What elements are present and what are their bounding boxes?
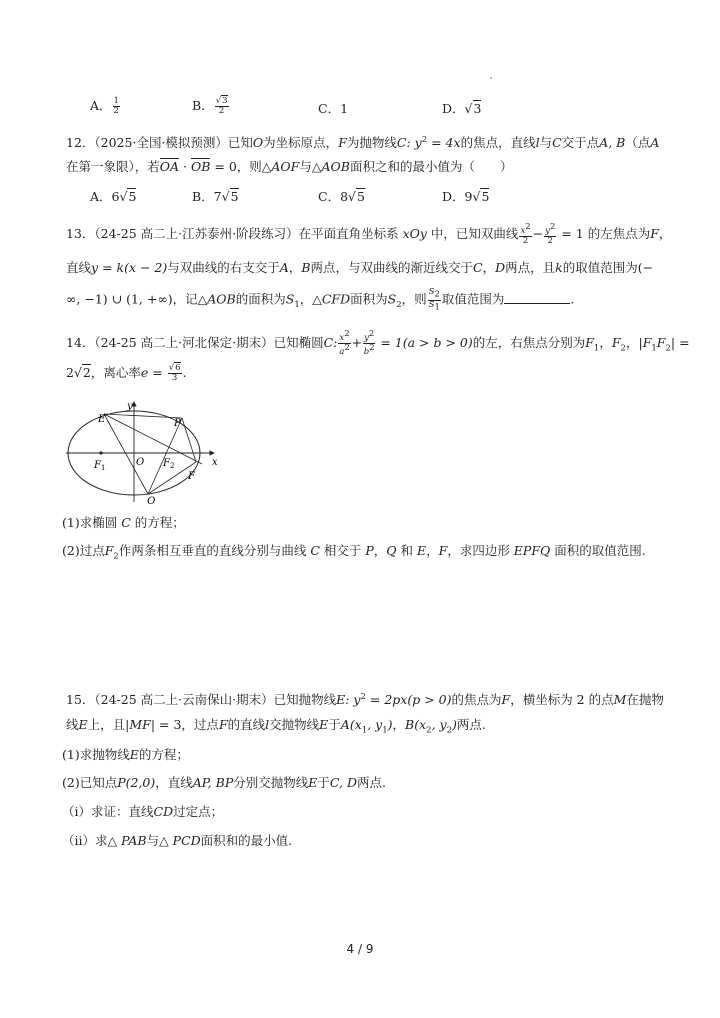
q13-stem-line3: ∞, −1) ∪ (1, +∞)，记△AOB的面积为$S_1$，△CFD面积为$S_2$，则 $\frac{S_2}{S_1}$ 取值范围为 . xyxy=(66,287,575,313)
q15-stem-line2: 线E上，且|MF| = 3，过点F的直线l交抛物线E于$A(x_1$, $y_1$)，$B(x_2$, $y_2$)两点. xyxy=(66,717,486,736)
q12-option-b: B．7√5 xyxy=(192,189,239,204)
ellipse-figure xyxy=(64,398,230,504)
q15-stem-line1: 15．（24-25 高二上·云南保山·期末）已知抛物线E: $y^2 = 2px(p > 0)$的焦点为F，横坐标为 2 的点M在抛物 xyxy=(66,692,664,708)
q12-stem-line1: 12．（2025·全国·模拟预测）已知O为坐标原点，F为抛物线C: $y^2 = 4x$的焦点，直线l与C交于点A, B（点A xyxy=(66,135,660,151)
q14-stem-line1: 14．（24-25 高二上·河北保定·期末）已知椭圆C: $\frac{x^2}{a^2}$ + $\frac{y^2}{b^2}$ = 1(a > b > 0)的左，右焦点分别为$F_1$，$F_2$，$|F_1F_2|$ = xyxy=(66,329,690,357)
label-o: O xyxy=(136,457,145,468)
q13-stem-line2: 直线y = k(x − 2)与双曲线的右支交于A，B两点，与双曲线的渐近线交于C，D两点，且k的取值范围为(− xyxy=(66,260,654,275)
q11-option-c: C．1 xyxy=(318,101,349,116)
q11-option-b: B． $\frac{√3}{2}$ xyxy=(192,96,228,116)
q12-option-a: A．6√5 xyxy=(90,189,137,204)
label-f: F xyxy=(188,471,195,482)
q12-option-c: C．8√5 xyxy=(318,189,365,204)
q15-sub2: (2)已知点P(2,0)，直线AP, BP分别交抛物线E于C, D两点. xyxy=(62,775,386,790)
scan-speck xyxy=(490,77,492,79)
q13-stem-line1: 13．（24-25 高二上·江苏泰州·阶段练习）在平面直角坐标系 xOy 中，已知双曲线 $\frac{x^2}{2}$ − $\frac{y^2}{2}$ = 1 的左焦点为F， xyxy=(66,222,672,246)
label-y: y xyxy=(127,401,133,412)
label-f2: F xyxy=(163,458,170,469)
label-x: x xyxy=(212,457,218,468)
q11-option-a: A． $\frac{1}{2}$ xyxy=(90,96,119,116)
side-qe xyxy=(104,414,148,494)
label-f1-sub: 1 xyxy=(101,464,106,472)
q14-sub1: (1)求椭圆 C 的方程； xyxy=(62,515,185,530)
line-ef xyxy=(104,414,202,464)
focus-f1-dot xyxy=(99,451,102,454)
label-f2-sub: 2 xyxy=(170,462,175,470)
q14-stem-line2: 2√2，离心率e = $\frac{√6}{3}$ . xyxy=(66,363,187,383)
side-pf xyxy=(182,418,196,462)
page-number: 4 / 9 xyxy=(346,942,374,956)
answer-blank xyxy=(504,291,570,304)
side-ep xyxy=(104,414,182,418)
q12-option-d: D．9√5 xyxy=(442,189,490,204)
q15-sub2-ii: （ii）求△ PAB与△ PCD面积和的最小值. xyxy=(62,833,293,848)
label-p: P xyxy=(174,418,181,429)
label-f1: F xyxy=(94,460,101,471)
q11-option-d: D．√3 xyxy=(442,101,482,116)
label-e: E xyxy=(98,414,106,425)
label-q: Q xyxy=(147,496,156,504)
q12-stem-line2: 在第一象限），若OA · OB = 0，则△AOF与△AOB面积之和的最小值为（ ） xyxy=(66,159,513,174)
q15-sub1: (1)求抛物线E的方程； xyxy=(62,747,189,762)
q14-sub2: (2)过点$F_2$作两条相互垂直的直线分别与曲线 C 相交于 P，Q 和 E，F，求四边形 EPFQ 面积的取值范围. xyxy=(62,543,646,562)
q15-sub2-i: （i）求证：直线CD过定点； xyxy=(62,804,224,819)
